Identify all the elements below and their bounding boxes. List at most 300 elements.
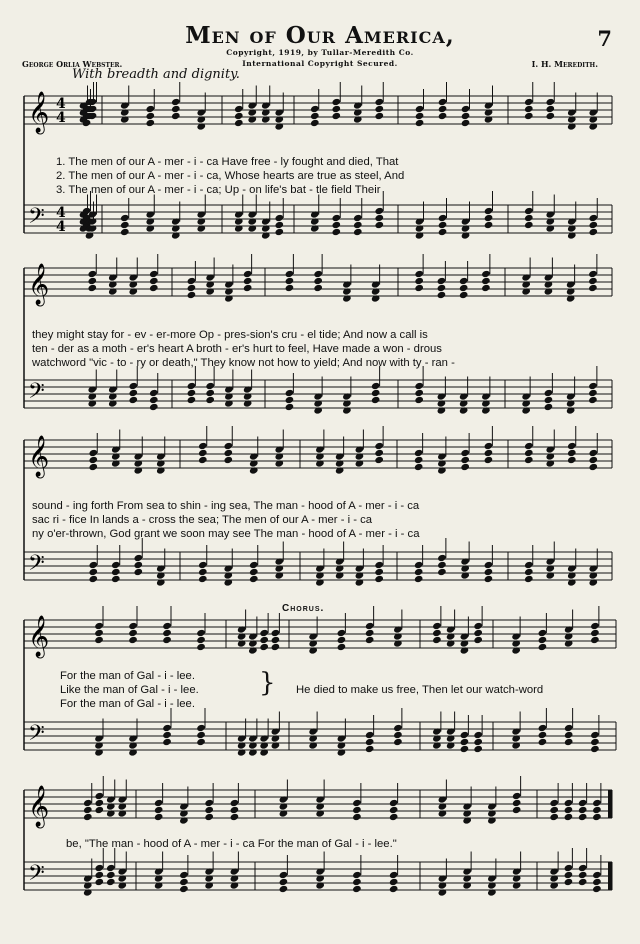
note-head — [285, 270, 295, 278]
note-head — [374, 221, 384, 229]
note-head — [171, 105, 181, 113]
note-head — [549, 806, 559, 814]
note-head — [484, 568, 494, 576]
lyric-line: 1. The men of our A - mer - i - ca Have free - ly fought and died, That — [56, 156, 399, 168]
note-head — [94, 792, 104, 800]
note-head — [353, 221, 363, 229]
note-head — [432, 622, 442, 630]
note-head — [149, 403, 159, 411]
note-head — [162, 636, 172, 644]
note-head — [524, 98, 534, 106]
note-head — [243, 270, 253, 278]
note-head — [230, 813, 240, 821]
note-head — [592, 813, 602, 821]
note-head — [313, 270, 323, 278]
note-head — [588, 214, 598, 222]
note-head — [223, 449, 233, 457]
note-head — [162, 738, 172, 746]
note-head — [374, 442, 384, 450]
note-head — [365, 636, 375, 644]
note-head — [393, 731, 403, 739]
note-head — [592, 806, 602, 814]
copyright-line: Copyright, 1919, by Tullar-Meredith Co. — [226, 48, 414, 57]
note-head — [588, 277, 598, 285]
note-head — [337, 643, 347, 651]
note-head — [590, 738, 600, 746]
note-head — [94, 871, 104, 879]
note-head — [365, 731, 375, 739]
note-head — [578, 806, 588, 814]
note-head — [187, 382, 197, 390]
note-head — [352, 878, 362, 886]
note-head — [389, 813, 399, 821]
note-head — [393, 738, 403, 746]
note-head — [94, 806, 104, 814]
note-head — [524, 456, 534, 464]
time-signature: 4 — [56, 205, 66, 221]
note-head — [223, 456, 233, 464]
note-head — [374, 207, 384, 215]
note-head — [374, 561, 384, 569]
note-head — [437, 291, 447, 299]
note-head — [128, 389, 138, 397]
note-head — [588, 449, 598, 457]
note-head — [285, 403, 295, 411]
note-head — [353, 214, 363, 222]
note-head — [438, 98, 448, 106]
note-head — [438, 221, 448, 229]
note-head — [588, 270, 598, 278]
author-credit: George Orlia Webster. — [22, 59, 123, 69]
note-head — [243, 284, 253, 292]
note-head — [223, 442, 233, 450]
note-head — [310, 119, 320, 127]
note-head — [544, 403, 554, 411]
note-head — [313, 284, 323, 292]
treble-clef-icon: 𝄞 — [28, 92, 50, 133]
note-head — [198, 561, 208, 569]
note-head — [567, 449, 577, 457]
note-head — [171, 98, 181, 106]
note-head — [414, 396, 424, 404]
note-head — [473, 738, 483, 746]
note-head — [374, 98, 384, 106]
note-head — [512, 799, 522, 807]
note-head — [352, 806, 362, 814]
note-head — [524, 568, 534, 576]
note-head — [414, 575, 424, 583]
note-head — [545, 98, 555, 106]
note-head — [371, 382, 381, 390]
lyric-line: be, "The man - hood of A - mer - i - ca For the man of Gal - i - lee." — [66, 838, 397, 850]
lyric-line: they might stay for - ev - er-more Op - pres-sion's cru - el tide; And now a call is — [32, 329, 428, 341]
note-head — [171, 112, 181, 120]
lyric-line: 3. The men of our A - mer - i - ca; Up - on life's bat - tle field Their — [56, 184, 381, 196]
note-head — [187, 277, 197, 285]
note-head — [87, 277, 97, 285]
final-barline — [608, 862, 612, 890]
note-head — [545, 105, 555, 113]
note-head — [145, 112, 155, 120]
note-head — [484, 449, 494, 457]
note-head — [512, 806, 522, 814]
note-head — [389, 871, 399, 879]
note-head — [249, 561, 259, 569]
note-head — [94, 629, 104, 637]
note-head — [331, 214, 341, 222]
note-head — [538, 731, 548, 739]
lyric-line: For the man of Gal - i - lee. — [60, 698, 195, 710]
note-head — [484, 207, 494, 215]
note-head — [374, 214, 384, 222]
note-head — [271, 636, 281, 644]
note-head — [578, 799, 588, 807]
page-number: 7 — [597, 26, 612, 51]
note-head — [259, 643, 269, 651]
note-head — [564, 813, 574, 821]
note-head — [205, 382, 215, 390]
note-head — [149, 277, 159, 285]
note-head — [538, 724, 548, 732]
note-head — [461, 119, 471, 127]
note-head — [187, 389, 197, 397]
note-head — [564, 731, 574, 739]
note-head — [106, 864, 116, 872]
note-head — [549, 799, 559, 807]
note-head — [83, 813, 93, 821]
note-head — [162, 724, 172, 732]
note-head — [432, 636, 442, 644]
note-head — [187, 291, 197, 299]
note-head — [564, 878, 574, 886]
note-head — [234, 105, 244, 113]
note-head — [567, 442, 577, 450]
note-head — [524, 214, 534, 222]
lyric-line: sound - ing forth From sea to shin - ing sea, The man - hood of A - mer - i - ca — [32, 500, 420, 512]
note-head — [279, 871, 289, 879]
note-head — [437, 554, 447, 562]
note-head — [524, 442, 534, 450]
note-head — [512, 792, 522, 800]
note-head — [154, 799, 164, 807]
hymn-title: Men of Our America, — [185, 22, 455, 49]
time-signature: 4 — [56, 219, 66, 235]
note-head — [331, 105, 341, 113]
note-head — [484, 221, 494, 229]
note-head — [590, 622, 600, 630]
chorus-label: Chorus. — [282, 603, 325, 614]
note-head — [88, 449, 98, 457]
note-head — [484, 442, 494, 450]
note-head — [374, 105, 384, 113]
note-head — [549, 813, 559, 821]
note-head — [414, 389, 424, 397]
bass-clef-icon: 𝄢 — [28, 379, 45, 409]
note-head — [590, 629, 600, 637]
note-head — [83, 806, 93, 814]
note-head — [88, 575, 98, 583]
note-head — [592, 871, 602, 879]
note-head — [473, 745, 483, 753]
lyric-line: Like the man of Gal - i - lee. — [60, 684, 199, 696]
note-head — [389, 885, 399, 893]
note-head — [83, 799, 93, 807]
note-head — [337, 629, 347, 637]
note-head — [524, 207, 534, 215]
note-head — [461, 112, 471, 120]
note-head — [564, 871, 574, 879]
lyric-line: sac ri - fice In lands a - cross the sea; The men of our A - mer - i - ca — [32, 514, 373, 526]
note-head — [87, 270, 97, 278]
note-head — [204, 813, 214, 821]
note-head — [88, 463, 98, 471]
note-head — [179, 878, 189, 886]
note-head — [438, 112, 448, 120]
note-head — [590, 731, 600, 739]
note-head — [460, 738, 470, 746]
note-head — [198, 456, 208, 464]
note-head — [145, 105, 155, 113]
note-head — [352, 871, 362, 879]
note-head — [459, 284, 469, 292]
note-head — [564, 799, 574, 807]
note-head — [259, 636, 269, 644]
note-head — [588, 456, 598, 464]
note-head — [331, 98, 341, 106]
composer-credit: I. H. Meredith. — [531, 59, 598, 69]
note-head — [198, 442, 208, 450]
note-head — [285, 396, 295, 404]
time-signature: 4 — [56, 96, 66, 112]
note-head — [162, 629, 172, 637]
note-head — [588, 463, 598, 471]
note-head — [592, 799, 602, 807]
note-head — [578, 813, 588, 821]
note-head — [460, 449, 470, 457]
note-head — [437, 284, 447, 292]
note-head — [473, 622, 483, 630]
note-head — [588, 221, 598, 229]
note-head — [524, 112, 534, 120]
note-head — [149, 284, 159, 292]
note-head — [133, 561, 143, 569]
note-head — [481, 277, 491, 285]
note-head — [371, 396, 381, 404]
note-head — [94, 864, 104, 872]
note-head — [271, 643, 281, 651]
note-head — [588, 284, 598, 292]
note-head — [353, 228, 363, 236]
note-head — [473, 731, 483, 739]
note-head — [133, 554, 143, 562]
note-head — [205, 389, 215, 397]
note-head — [438, 105, 448, 113]
lyric-line: 2. The men of our A - mer - i - ca, Whose hearts are true as steel, And — [56, 170, 405, 182]
note-head — [414, 449, 424, 457]
note-head — [414, 568, 424, 576]
note-head — [374, 575, 384, 583]
note-head — [128, 396, 138, 404]
note-head — [588, 396, 598, 404]
time-signature: 4 — [56, 110, 66, 126]
note-head — [162, 622, 172, 630]
note-head — [484, 456, 494, 464]
note-head — [578, 864, 588, 872]
note-head — [198, 575, 208, 583]
note-head — [162, 731, 172, 739]
lyric-line: watchword "vic - to - ry or death," They know not how to yield; And now with ty - ran - — [32, 357, 455, 369]
lyric-line: ten - der as a moth - er's heart A broth - er's hurt to feel, Have made a won - drous — [32, 343, 442, 355]
note-head — [94, 878, 104, 886]
note-head — [461, 105, 471, 113]
chorus-lyric-line: He died to make us free, Then let our watch-word — [296, 684, 544, 696]
note-head — [128, 382, 138, 390]
verse-brace: } — [259, 668, 276, 698]
note-head — [460, 456, 470, 464]
note-head — [128, 622, 138, 630]
note-head — [331, 112, 341, 120]
note-head — [154, 813, 164, 821]
note-head — [544, 396, 554, 404]
note-head — [414, 382, 424, 390]
note-head — [88, 456, 98, 464]
note-head — [567, 456, 577, 464]
note-head — [204, 799, 214, 807]
note-head — [149, 396, 159, 404]
note-head — [484, 575, 494, 583]
note-head — [578, 871, 588, 879]
note-head — [259, 629, 269, 637]
note-head — [437, 561, 447, 569]
note-head — [234, 112, 244, 120]
note-head — [352, 885, 362, 893]
note-head — [393, 724, 403, 732]
note-head — [414, 270, 424, 278]
note-head — [365, 745, 375, 753]
note-head — [120, 228, 130, 236]
note-head — [196, 724, 206, 732]
note-head — [524, 449, 534, 457]
note-head — [274, 221, 284, 229]
note-head — [285, 284, 295, 292]
note-head — [196, 738, 206, 746]
note-head — [578, 878, 588, 886]
note-head — [154, 806, 164, 814]
note-head — [285, 277, 295, 285]
note-head — [590, 636, 600, 644]
note-head — [538, 738, 548, 746]
note-head — [389, 878, 399, 886]
note-head — [374, 568, 384, 576]
note-head — [592, 878, 602, 886]
note-head — [204, 806, 214, 814]
note-head — [331, 228, 341, 236]
note-head — [106, 878, 116, 886]
note-head — [94, 636, 104, 644]
note-head — [274, 214, 284, 222]
note-head — [179, 871, 189, 879]
note-head — [524, 575, 534, 583]
note-head — [111, 568, 121, 576]
note-head — [310, 112, 320, 120]
note-head — [128, 636, 138, 644]
note-head — [544, 389, 554, 397]
bass-clef-icon: 𝄢 — [28, 861, 45, 891]
note-head — [365, 629, 375, 637]
note-head — [87, 284, 97, 292]
note-head — [352, 813, 362, 821]
note-head — [524, 105, 534, 113]
treble-clef-icon: 𝄞 — [28, 616, 50, 657]
note-head — [279, 878, 289, 886]
note-head — [111, 575, 121, 583]
note-head — [249, 568, 259, 576]
note-head — [415, 105, 425, 113]
note-head — [94, 622, 104, 630]
note-head — [198, 449, 208, 457]
note-head — [564, 738, 574, 746]
bass-clef-icon: 𝄢 — [28, 551, 45, 581]
note-head — [145, 119, 155, 127]
note-head — [459, 277, 469, 285]
lyric-line: For the man of Gal - i - lee. — [60, 670, 195, 682]
note-head — [484, 561, 494, 569]
note-head — [271, 629, 281, 637]
note-head — [460, 731, 470, 739]
note-head — [415, 119, 425, 127]
note-head — [310, 105, 320, 113]
note-head — [437, 277, 447, 285]
note-head — [389, 799, 399, 807]
note-head — [588, 382, 598, 390]
note-head — [205, 396, 215, 404]
note-head — [460, 745, 470, 753]
note-head — [564, 724, 574, 732]
note-head — [389, 806, 399, 814]
note-head — [120, 221, 130, 229]
note-head — [198, 568, 208, 576]
note-head — [279, 885, 289, 893]
note-head — [120, 214, 130, 222]
note-head — [414, 463, 424, 471]
treble-clef-icon: 𝄞 — [28, 436, 50, 477]
note-head — [337, 636, 347, 644]
note-head — [111, 561, 121, 569]
bass-clef-icon: 𝄢 — [28, 204, 45, 234]
note-head — [524, 561, 534, 569]
note-head — [274, 228, 284, 236]
note-head — [149, 389, 159, 397]
note-head — [94, 799, 104, 807]
note-head — [588, 389, 598, 397]
note-head — [128, 629, 138, 637]
treble-clef-icon: 𝄞 — [28, 264, 50, 305]
treble-clef-icon: 𝄞 — [28, 786, 50, 827]
note-head — [196, 629, 206, 637]
note-head — [564, 806, 574, 814]
note-head — [414, 277, 424, 285]
note-head — [313, 277, 323, 285]
note-head — [538, 643, 548, 651]
note-head — [564, 864, 574, 872]
note-head — [234, 119, 244, 127]
note-head — [538, 636, 548, 644]
note-head — [592, 885, 602, 893]
note-head — [374, 449, 384, 457]
note-head — [438, 214, 448, 222]
note-head — [415, 112, 425, 120]
note-head — [432, 629, 442, 637]
